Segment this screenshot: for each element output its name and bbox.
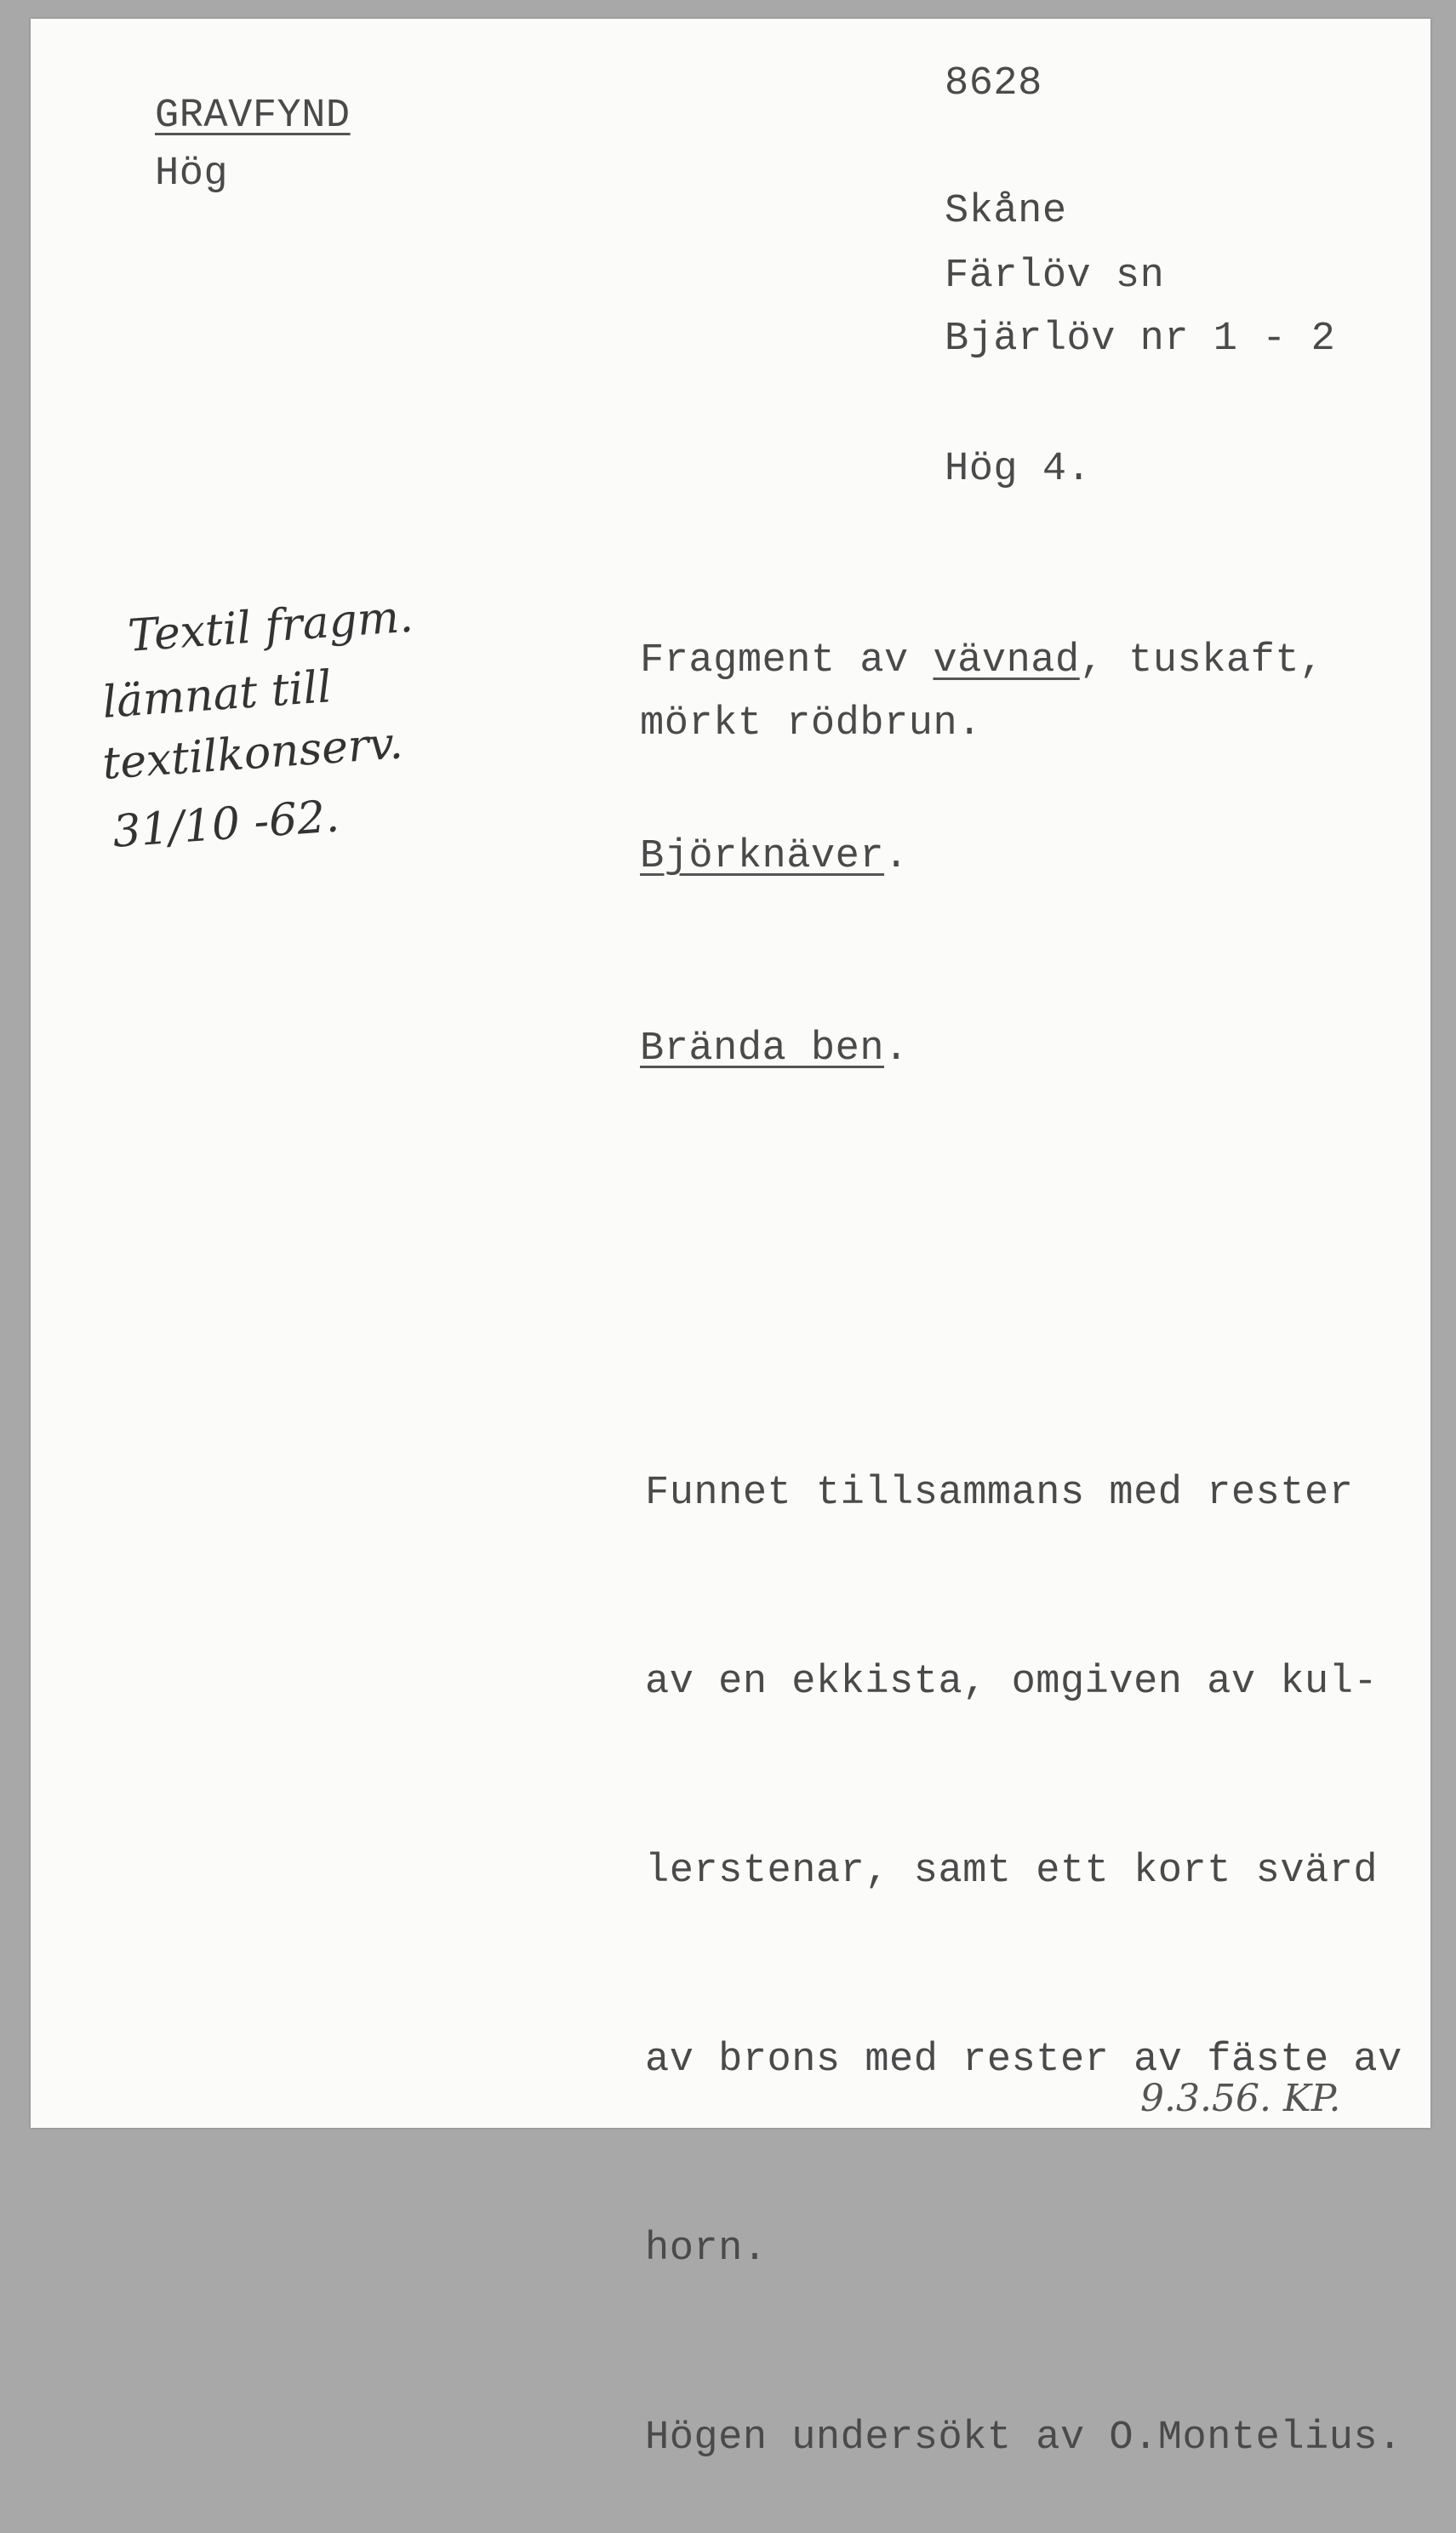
mound: Hög 4.	[945, 447, 1092, 492]
handwritten-note-line3: textilkonserv.	[100, 718, 405, 790]
context-paragraph	[645, 1336, 1402, 2533]
context-line: av en ekkista, omgiven av kul-	[645, 1660, 1379, 1705]
context-line: lerstenar, samt ett kort svärd	[645, 1849, 1379, 1894]
handwritten-note-line4: 31/10 -62.	[111, 791, 341, 858]
bark-suffix: .	[884, 834, 909, 879]
bones-suffix: .	[884, 1026, 909, 1072]
context-line: Funnet tillsammans med rester	[645, 1471, 1354, 1516]
category-heading: GRAVFYND	[155, 94, 351, 139]
textile-prefix: Fragment av	[640, 638, 934, 683]
catalog-number: 8628	[945, 61, 1042, 106]
province: Skåne	[945, 189, 1067, 234]
bark-term: Björknäver	[640, 834, 885, 879]
context-line: horn.	[645, 2227, 768, 2272]
site: Bjärlöv nr 1 - 2	[945, 317, 1336, 362]
signature: 9.3.56. KP.	[1140, 2077, 1341, 2120]
handwritten-note-line1: Textil fragm.	[126, 591, 415, 662]
context-line: av brons med rester av fäste av	[645, 2038, 1402, 2083]
textile-suffix: , tuskaft,	[1079, 638, 1324, 683]
bones-find	[640, 1018, 909, 1081]
textile-line2: mörkt rödbrun.	[640, 701, 982, 746]
bones-term: Brända ben	[640, 1026, 885, 1072]
textile-line1	[640, 630, 1324, 693]
bark-find	[640, 826, 909, 889]
textile-term: vävnad	[933, 638, 1080, 683]
type-label: Hög	[155, 152, 229, 197]
context-line: Högen undersökt av O.Montelius.	[645, 2416, 1402, 2461]
handwritten-note-line2: lämnat till	[100, 661, 334, 729]
parish: Färlöv sn	[945, 254, 1165, 299]
